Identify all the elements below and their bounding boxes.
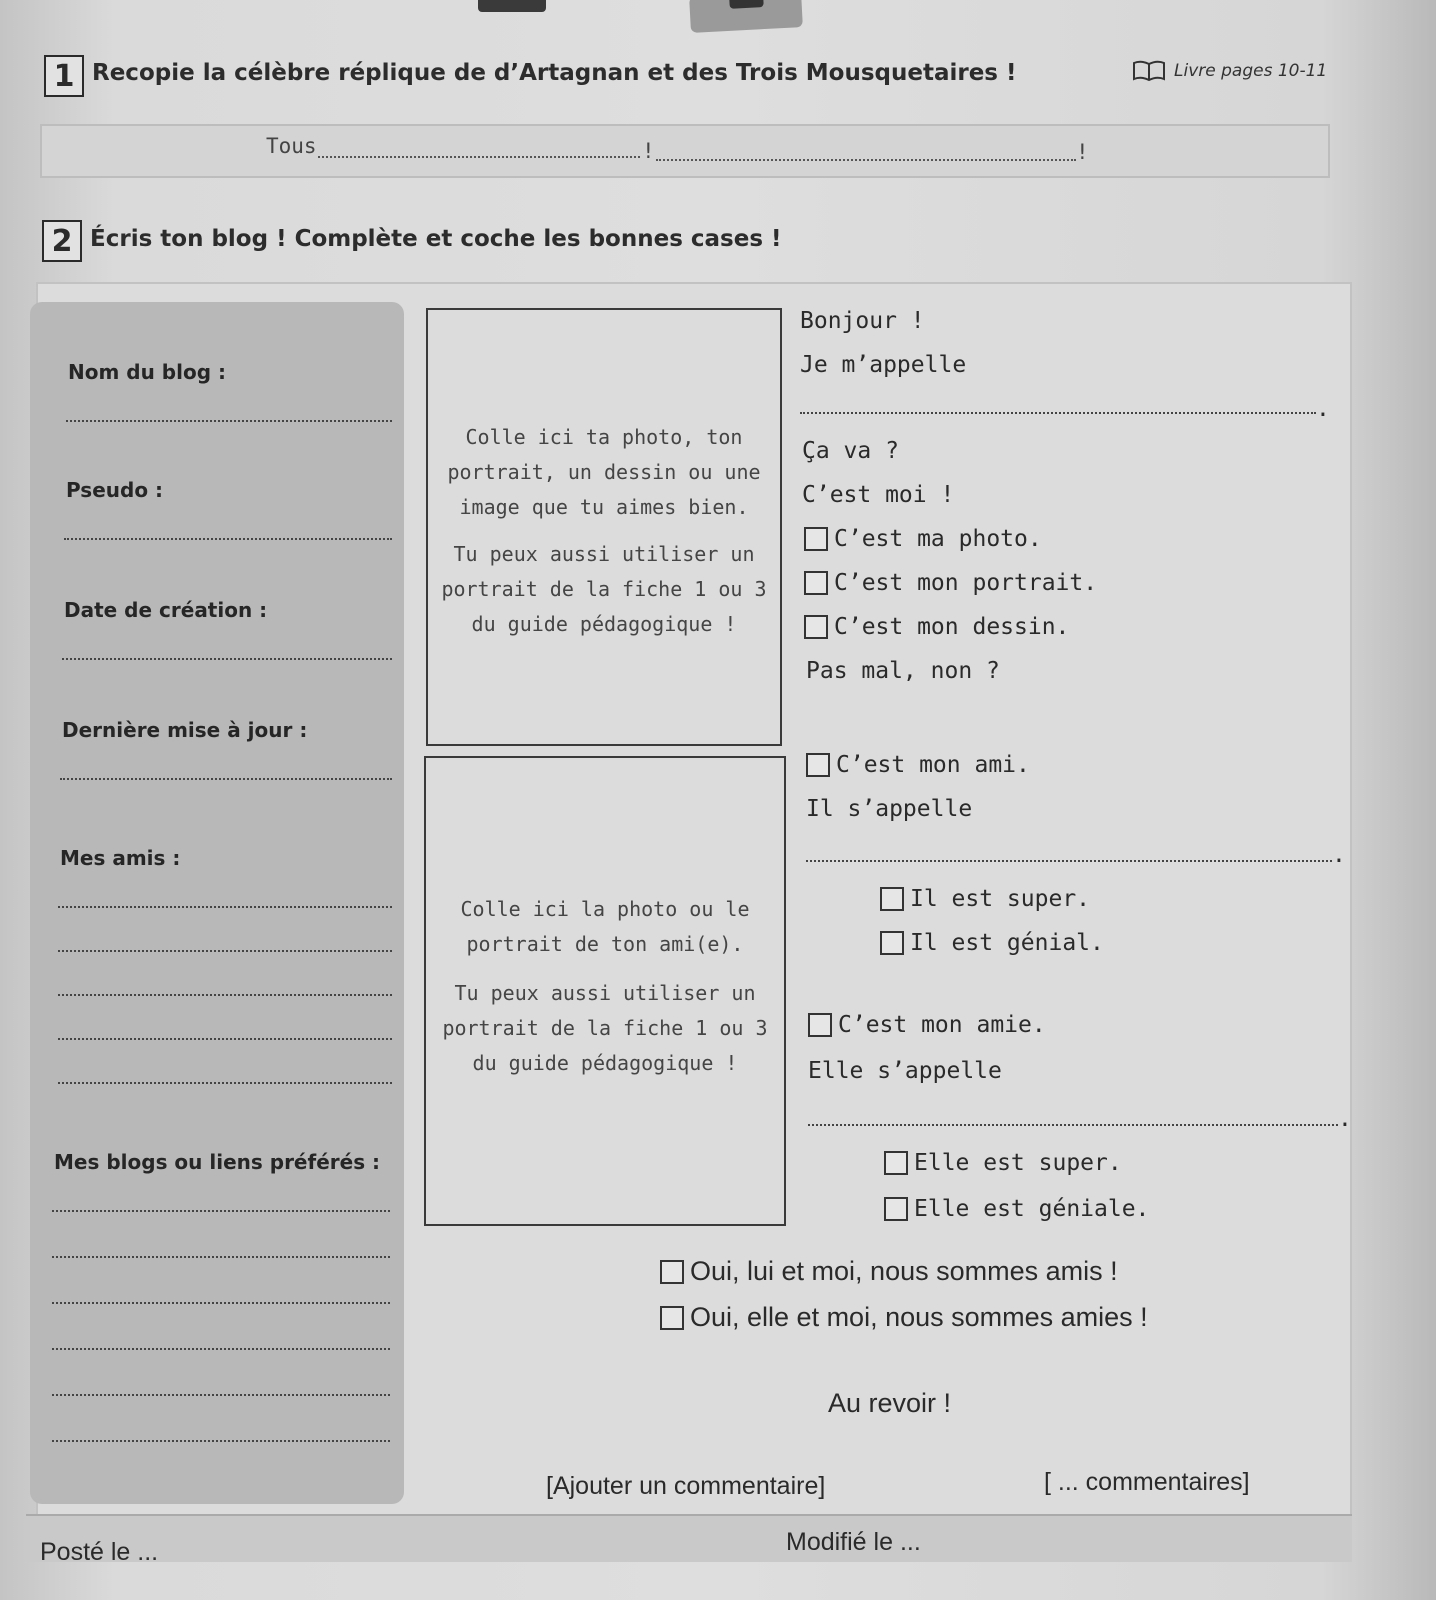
photo-instruction-line: portrait de ton ami(e). <box>466 932 744 956</box>
binder-clip <box>689 0 803 33</box>
option-she-great-checkbox[interactable] <box>884 1197 908 1221</box>
option-friend-female[interactable] <box>808 1012 1046 1038</box>
photo-instruction-line: Tu peux aussi utiliser un <box>454 981 756 1005</box>
answer-strip <box>40 124 1330 178</box>
pseudo-label: Pseudo : <box>66 478 164 502</box>
photo-instruction-line: portrait de la fiche 1 ou 3 <box>442 1016 768 1040</box>
option-he-great-checkbox[interactable] <box>880 931 904 955</box>
favorite-link-field[interactable] <box>52 1210 390 1212</box>
photo-instruction-line: portrait de la fiche 1 ou 3 <box>441 577 767 601</box>
add-comment-link[interactable]: [Ajouter un commentaire] <box>546 1472 826 1500</box>
blog-name-label: Nom du blog : <box>68 360 226 384</box>
option-friends-male-checkbox[interactable] <box>660 1260 684 1284</box>
option-friend-male-checkbox[interactable] <box>806 753 830 777</box>
option-drawing-label: C’est mon dessin. <box>834 614 1070 640</box>
answer-mark-1: ! <box>642 139 655 163</box>
answer-blank-1[interactable] <box>318 156 640 158</box>
friends-label: Mes amis : <box>60 846 181 870</box>
book-reference-label: Livre pages 10-11 <box>1174 61 1328 81</box>
posted-date: Posté le ... <box>40 1538 159 1566</box>
my-name-field[interactable] <box>800 412 1316 414</box>
exercise-1-number: 1 <box>44 55 84 97</box>
option-he-super[interactable] <box>880 886 1090 912</box>
goodbye-text: Au revoir ! <box>828 1388 952 1418</box>
option-friends-female-label: Oui, elle et moi, nous sommes amies ! <box>690 1302 1148 1332</box>
photo-instruction-line: du guide pédagogique ! <box>471 612 737 636</box>
friend-field[interactable] <box>58 906 392 908</box>
book-reference <box>1132 60 1327 82</box>
option-portrait-label: C’est mon portrait. <box>834 570 1098 596</box>
his-name-text: Il s’appelle <box>806 796 973 822</box>
friend-field[interactable] <box>58 1082 392 1084</box>
option-he-great-label: Il est génial. <box>910 930 1104 956</box>
her-name-field[interactable] <box>808 1124 1338 1126</box>
option-she-great[interactable] <box>884 1196 1149 1222</box>
sentence-dot: . <box>1316 396 1330 422</box>
option-photo-label: C’est ma photo. <box>834 526 1042 552</box>
favorite-link-field[interactable] <box>52 1394 390 1396</box>
last-update-label: Dernière mise à jour : <box>62 718 308 742</box>
photo-box-self[interactable] <box>426 308 782 746</box>
option-photo-checkbox[interactable] <box>804 527 828 551</box>
option-drawing-checkbox[interactable] <box>804 615 828 639</box>
answer-mark-2: ! <box>1076 140 1089 164</box>
option-she-super[interactable] <box>884 1150 1122 1176</box>
book-icon <box>1132 60 1166 82</box>
creation-date-label: Date de création : <box>64 598 268 622</box>
option-portrait-checkbox[interactable] <box>804 571 828 595</box>
comments-count-link[interactable]: [ ... commentaires] <box>1044 1468 1250 1496</box>
how-are-you-text: Ça va ? <box>802 438 899 464</box>
friend-field[interactable] <box>58 994 392 996</box>
option-portrait[interactable] <box>804 570 1097 596</box>
option-he-super-checkbox[interactable] <box>880 887 904 911</box>
photo-instruction-line: Colle ici la photo ou le <box>460 897 750 921</box>
option-he-super-label: Il est super. <box>910 886 1091 912</box>
exercise-2-number: 2 <box>42 220 82 262</box>
option-she-super-label: Elle est super. <box>914 1150 1122 1176</box>
modified-date: Modifié le ... <box>786 1528 921 1556</box>
photo-instruction-line: image que tu aimes bien. <box>459 495 749 519</box>
its-me-text: C’est moi ! <box>802 482 955 508</box>
pseudo-field[interactable] <box>64 538 392 540</box>
option-she-great-label: Elle est géniale. <box>914 1196 1150 1222</box>
last-update-field[interactable] <box>60 778 392 780</box>
option-friend-male-label: C’est mon ami. <box>836 752 1030 778</box>
friend-field[interactable] <box>58 1038 392 1040</box>
post-footer-bar <box>26 1514 1352 1562</box>
answer-prefix: Tous <box>266 134 317 158</box>
binder-tab <box>478 0 546 12</box>
exercise-2-title: Écris ton blog ! Complète et coche les bonnes cases ! <box>90 226 782 252</box>
blog-name-field[interactable] <box>66 420 392 422</box>
option-he-great[interactable] <box>880 930 1104 956</box>
favorite-link-field[interactable] <box>52 1348 390 1350</box>
favorite-link-field[interactable] <box>52 1302 390 1304</box>
photo-instruction-line: Tu peux aussi utiliser un <box>453 542 755 566</box>
not-bad-text: Pas mal, non ? <box>806 658 1000 684</box>
option-friends-female-checkbox[interactable] <box>660 1306 684 1330</box>
sentence-dot: . <box>1338 1106 1352 1132</box>
greeting-text: Bonjour ! <box>800 308 925 334</box>
my-name-text: Je m’appelle <box>800 352 967 378</box>
option-friends-female[interactable] <box>660 1302 1148 1333</box>
photo-box-self-instructions <box>428 420 780 642</box>
option-drawing[interactable] <box>804 614 1069 640</box>
option-friend-female-checkbox[interactable] <box>808 1013 832 1037</box>
exercise-1-title: Recopie la célèbre réplique de d’Artagnan et des Trois Mousquetaires ! <box>92 60 1017 86</box>
option-she-super-checkbox[interactable] <box>884 1151 908 1175</box>
favorite-link-field[interactable] <box>52 1440 390 1442</box>
photo-instruction-line: Colle ici ta photo, ton <box>465 425 743 449</box>
photo-box-friend[interactable] <box>424 756 786 1226</box>
photo-box-friend-instructions <box>426 892 784 1081</box>
creation-date-field[interactable] <box>62 658 392 660</box>
photo-instruction-line: du guide pédagogique ! <box>472 1051 738 1075</box>
favorite-link-field[interactable] <box>52 1256 390 1258</box>
favorite-links-label: Mes blogs ou liens préférés : <box>54 1150 381 1174</box>
her-name-text: Elle s’appelle <box>808 1058 1002 1084</box>
option-friend-male[interactable] <box>806 752 1030 778</box>
his-name-field[interactable] <box>806 860 1332 862</box>
photo-instruction-line: portrait, un dessin ou une <box>447 460 761 484</box>
option-friends-male-label: Oui, lui et moi, nous sommes amis ! <box>690 1256 1118 1286</box>
friend-field[interactable] <box>58 950 392 952</box>
answer-blank-2[interactable] <box>656 159 1076 161</box>
sentence-dot: . <box>1332 842 1346 868</box>
option-friend-female-label: C’est mon amie. <box>838 1012 1046 1038</box>
option-photo[interactable] <box>804 526 1042 552</box>
option-friends-male[interactable] <box>660 1256 1118 1287</box>
